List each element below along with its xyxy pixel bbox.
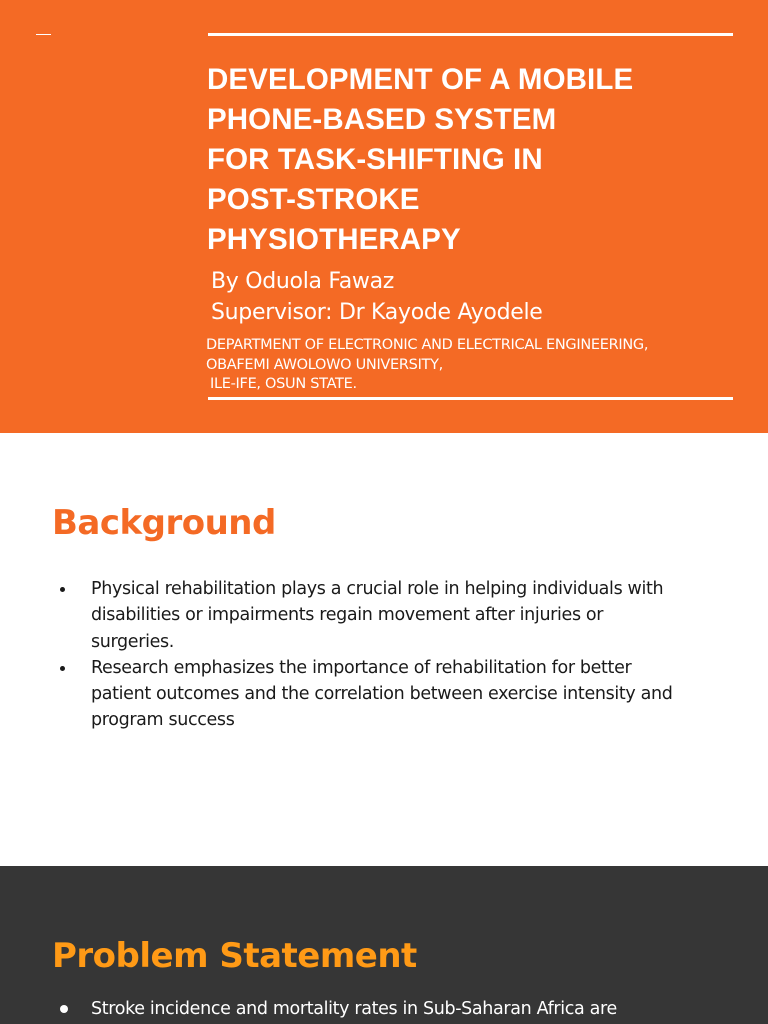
bullet-text: Physical rehabilitation plays a crucial role in helping individuals with disabilities or impairments regain movement after injuries or surgeries. [91, 579, 664, 652]
background-heading: Background [52, 503, 276, 543]
decorative-dash [36, 34, 51, 35]
title-slide [0, 0, 768, 433]
background-bullet-list [60, 576, 680, 734]
department-line: DEPARTMENT OF ELECTRONIC AND ELECTRICAL ENGINEERING, [206, 337, 649, 353]
bullet-icon [60, 1005, 68, 1013]
bullet-text: Research emphasizes the importance of rehabilitation for better patient outcomes and the correlation between exercise intensity and program success [91, 657, 673, 731]
list-item [60, 655, 680, 734]
list-item [60, 576, 680, 655]
problem-statement-slide [0, 866, 768, 1024]
bottom-divider [208, 397, 733, 400]
title-line: DEVELOPMENT OF A MOBILE [207, 63, 634, 96]
location-line: ILE-IFE, OSUN STATE. [210, 376, 357, 392]
problem-statement-heading: Problem Statement [52, 936, 417, 976]
problem-bullet-list [60, 996, 710, 1022]
department-block [206, 336, 648, 395]
title-line: PHONE-BASED SYSTEM [207, 103, 557, 136]
top-divider [208, 33, 733, 36]
list-item [60, 996, 710, 1022]
bullet-icon [60, 587, 65, 592]
bullet-icon [60, 666, 65, 671]
background-slide [0, 433, 768, 866]
title-line: PHYSIOTHERAPY [207, 223, 461, 256]
presentation-title [207, 60, 747, 260]
title-line: FOR TASK-SHIFTING IN [207, 143, 543, 176]
university-line: OBAFEMI AWOLOWO UNIVERSITY, [206, 356, 443, 373]
author-line: By Oduola Fawaz [211, 269, 395, 294]
title-line: POST-STROKE [207, 183, 420, 216]
supervisor-line: Supervisor: Dr Kayode Ayodele [211, 300, 543, 325]
bullet-text: Stroke incidence and mortality rates in Sub-Saharan Africa are [91, 999, 617, 1019]
